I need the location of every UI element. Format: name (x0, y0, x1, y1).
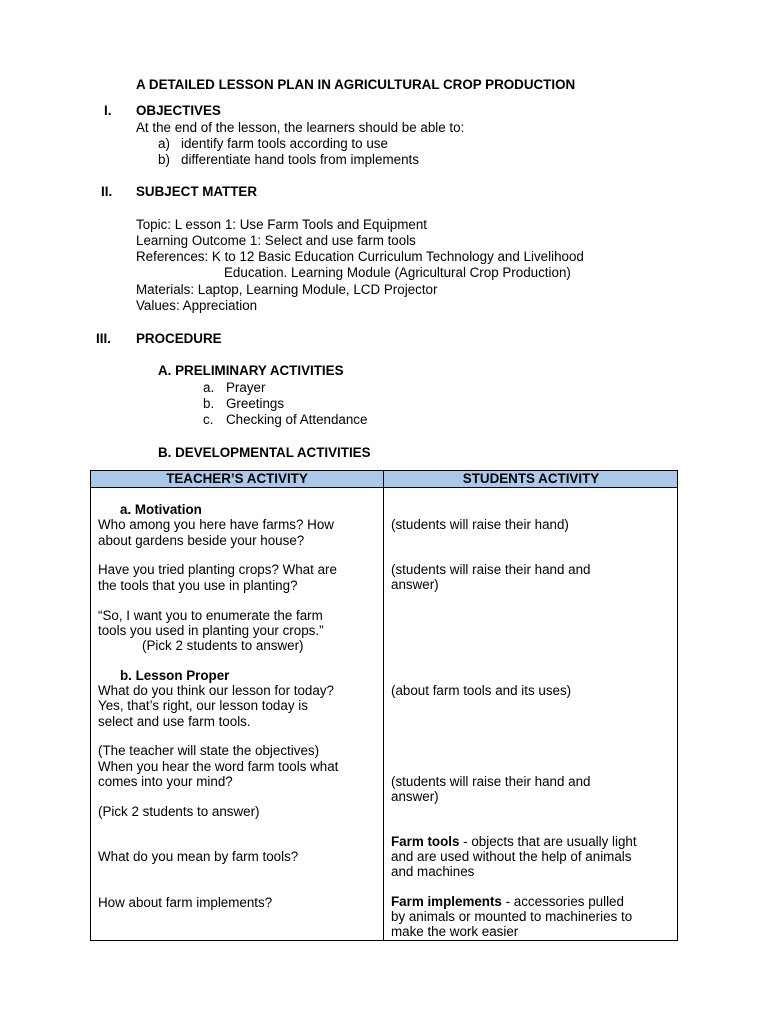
subject-topic: Topic: L esson 1: Use Farm Tools and Equipment (136, 217, 428, 232)
objective-marker-b: b) (158, 152, 170, 167)
subject-materials: Materials: Laptop, Learning Module, LCD Projector (136, 282, 438, 297)
student-line: by animals or mounted to machineries to (391, 909, 633, 924)
student-line: and machines (391, 864, 475, 879)
teacher-line: comes into your mind? (98, 774, 233, 789)
table-header-row (91, 471, 677, 488)
student-line: make the work easier (391, 924, 519, 939)
teacher-line: Who among you here have farms? How (98, 517, 334, 532)
term-farm-tools: Farm tools (391, 834, 460, 849)
section-number-procedure: III. (96, 331, 111, 346)
subject-values: Values: Appreciation (136, 298, 258, 313)
header-teachers-activity: TEACHER’S ACTIVITY (166, 471, 308, 486)
objective-item-b: differentiate hand tools from implements (181, 152, 419, 167)
teacher-line: about gardens beside your house? (98, 533, 305, 548)
teacher-line: What do you mean by farm tools? (98, 849, 299, 864)
term-farm-implements: Farm implements (391, 894, 502, 909)
teacher-line: How about farm implements? (98, 895, 273, 910)
section-number-objectives: I. (104, 103, 112, 118)
teacher-line: (Pick 2 students to answer) (98, 804, 260, 819)
teacher-line: Have you tried planting crops? What are (98, 562, 337, 577)
student-line: (students will raise their hand) (391, 517, 569, 532)
preliminary-item-prayer: Prayer (226, 380, 266, 395)
student-line: (students will raise their hand and (391, 774, 591, 789)
section-number-subject-matter: II. (101, 184, 113, 199)
subject-references: References: K to 12 Basic Education Curriculum Technology and Livelihood (136, 249, 584, 264)
teacher-line: When you hear the word farm tools what (98, 759, 339, 774)
preliminary-item-greetings: Greetings (226, 396, 285, 411)
definition-farm-implements: - accessories pulled (501, 894, 624, 909)
subject-matter-heading: SUBJECT MATTER (136, 184, 258, 199)
developmental-activities-heading: B. DEVELOPMENTAL ACTIVITIES (158, 445, 371, 460)
objectives-intro: At the end of the lesson, the learners should be able to: (136, 120, 465, 135)
objective-marker-a: a) (158, 136, 170, 151)
motivation-heading: a. Motivation (120, 502, 202, 517)
teacher-line: select and use farm tools. (98, 714, 251, 729)
student-line-farm-tools (391, 834, 637, 850)
teacher-line: the tools that you use in planting? (98, 578, 298, 593)
teacher-line: Yes, that’s right, our lesson today is (98, 698, 308, 713)
subject-references-cont: Education. Learning Module (Agricultural Crop Production) (224, 265, 571, 280)
objective-item-a: identify farm tools according to use (181, 136, 388, 151)
header-students-activity: STUDENTS ACTIVITY (462, 471, 600, 486)
student-line: answer) (391, 577, 439, 592)
activities-table (90, 470, 678, 941)
teacher-line: tools you used in planting your crops.” (98, 623, 324, 638)
student-line: and are used without the help of animals (391, 849, 632, 864)
preliminary-item-attendance: Checking of Attendance (226, 412, 368, 427)
teacher-line: (Pick 2 students to answer) (142, 638, 304, 653)
teacher-line: “So, I want you to enumerate the farm (98, 608, 323, 623)
preliminary-activities-heading: A. PRELIMINARY ACTIVITIES (158, 363, 344, 378)
preliminary-marker-a: a. (203, 380, 215, 395)
column-divider (383, 471, 384, 940)
student-line: (students will raise their hand and (391, 562, 591, 577)
page-title: A DETAILED LESSON PLAN IN AGRICULTURAL CROP PRODUCTION (136, 77, 576, 92)
student-line-farm-implements (391, 894, 624, 910)
preliminary-marker-c: c. (203, 412, 214, 427)
teacher-line: What do you think our lesson for today? (98, 683, 334, 698)
definition-farm-tools: - objects that are usually light (459, 834, 637, 849)
subject-learning-outcome: Learning Outcome 1: Select and use farm tools (136, 233, 416, 248)
student-line: (about farm tools and its uses) (391, 683, 572, 698)
procedure-heading: PROCEDURE (136, 331, 222, 346)
objectives-heading: OBJECTIVES (136, 103, 221, 118)
student-line: answer) (391, 789, 439, 804)
lesson-proper-heading: b. Lesson Proper (120, 668, 230, 683)
preliminary-marker-b: b. (203, 396, 215, 411)
teacher-line: (The teacher will state the objectives) (98, 743, 320, 758)
